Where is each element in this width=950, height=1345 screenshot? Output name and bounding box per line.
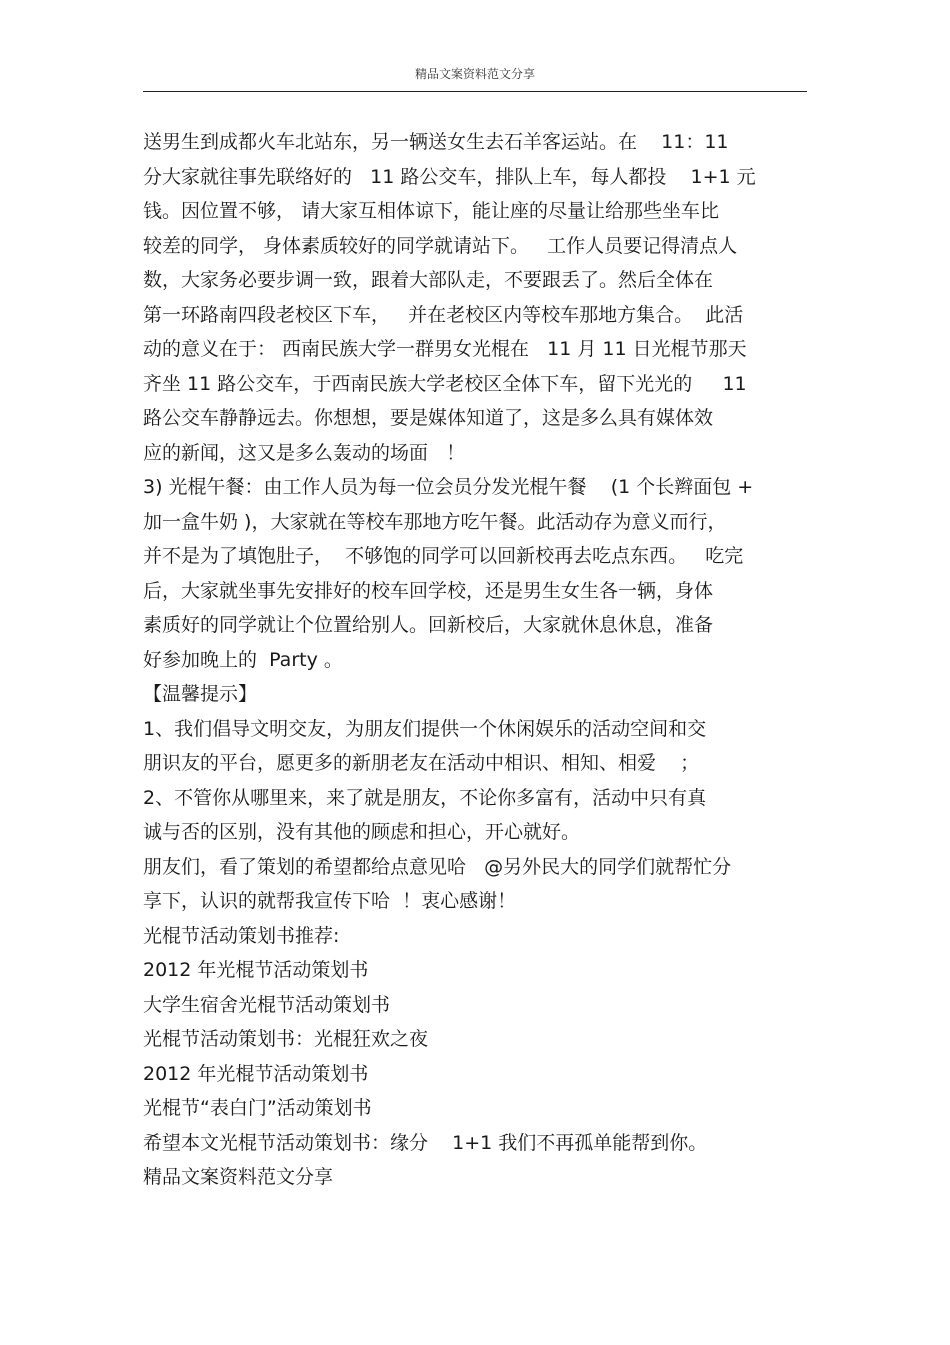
text-line: 后，大家就坐事先安排好的校车回学校，还是男生女生各一辆，身体 (143, 579, 714, 602)
text-line: 1、我们倡导文明交友，为朋友们提供一个休闲娱乐的活动空间和交 (143, 717, 707, 740)
text-line: 好参加晚上的 Party 。 (143, 648, 343, 671)
recommend-item: 大学生宿舍光棍节活动策划书 (143, 993, 391, 1016)
text-line: 享下，认识的就帮我宣传下哈 ！衷心感谢！ (143, 890, 517, 912)
header-divider (143, 91, 807, 92)
text-line: 3) 光棍午餐：由工作人员为每一位会员分发光棍午餐 (1 个长辫面包 + (143, 476, 754, 498)
text-line: 较差的同学， 身体素质较好的同学就请站下。 工作人员要记得清点人 (143, 234, 738, 257)
text-line: 分大家就往事先联络好的 11 路公交车，排队上车，每人都投 1+1 元 (143, 165, 756, 188)
text-line: 应的新闻，这又是多么轰动的场面 ！ (143, 441, 466, 464)
text-line: 素质好的同学就让个位置给别人。回新校后，大家就休息休息，准备 (143, 614, 714, 636)
text-line: 送男生到成都火车北站东，另一辆送女生去石羊客运站。在 11：11 (143, 131, 729, 153)
text-line: 路公交车静静远去。你想想，要是媒体知道了，这是多么具有媒体效 (143, 407, 714, 429)
section-heading: 【温馨提示】 (143, 683, 258, 705)
text-line: 希望本文光棍节活动策划书：缘分 1+1 我们不再孤单能帮到你。 (143, 1131, 708, 1154)
text-line: 诚与否的区别，没有其他的顾虑和担心，开心就好。 (143, 821, 581, 843)
footer-text: 精品文案资料范文分享 (143, 1166, 334, 1188)
text-line: 2、不管你从哪里来，来了就是朋友，不论你多富有，活动中只有真 (143, 786, 707, 809)
text-line: 朋友们，看了策划的希望都给点意见哈 @另外民大的同学们就帮忙分 (143, 855, 732, 878)
text-line: 第一环路南四段老校区下车， 并在老校区内等校车那地方集合。 此活 (143, 303, 744, 326)
text-line: 数，大家务必要步调一致，跟着大部队走，不要跟丢了。然后全体在 (143, 269, 714, 291)
document-body (143, 125, 823, 1195)
page-header: 精品文案资料范文分享 (414, 67, 535, 81)
recommend-heading: 光棍节活动策划书推荐: (143, 924, 340, 947)
text-line: 并不是为了填饱肚子， 不够饱的同学可以回新校再去吃点东西。 吃完 (143, 545, 744, 567)
text-line: 齐坐 11 路公交车，于西南民族大学老校区全体下车，留下光光的 11 (143, 372, 747, 395)
recommend-item: 光棍节活动策划书：光棍狂欢之夜 (143, 1028, 429, 1050)
recommend-item: 2012 年光棍节活动策划书 (143, 1062, 369, 1085)
text-line: 朋识友的平台，愿更多的新朋老友在活动中相识、相知、相爱 ； (143, 752, 700, 774)
text-line: 钱。因位置不够， 请大家互相体谅下，能让座的尽量让给那些坐车比 (143, 200, 720, 222)
recommend-item: 2012 年光棍节活动策划书 (143, 959, 369, 981)
text-line: 加一盒牛奶 )，大家就在等校车那地方吃午餐。此活动存为意义而行， (143, 510, 727, 533)
text-line: 动的意义在于： 西南民族大学一群男女光棍在 11 月 11 日光棍节那天 (143, 338, 747, 360)
recommend-item: 光棍节“表白门”活动策划书 (143, 1097, 372, 1119)
